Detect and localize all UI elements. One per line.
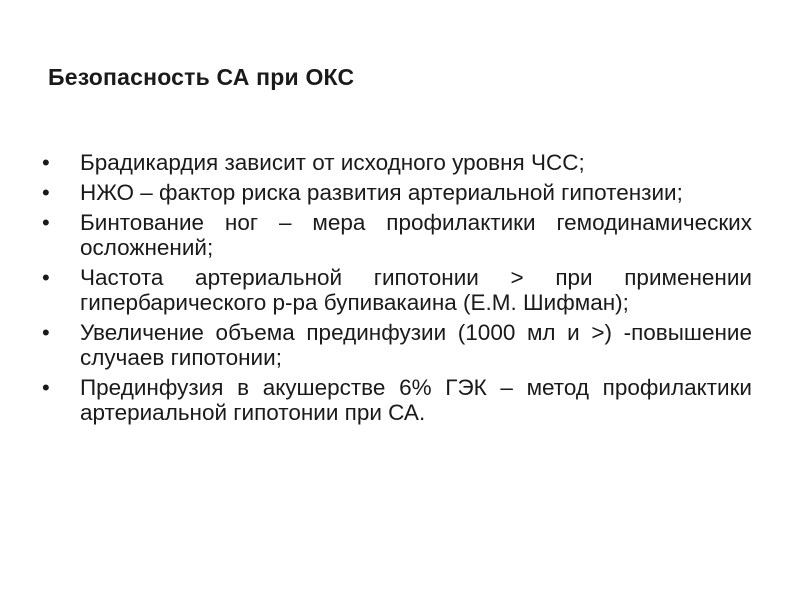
bullet-icon: • bbox=[42, 320, 50, 345]
list-item bbox=[42, 375, 752, 425]
bullet-text: НЖО – фактор риска развития артериальной гипотензии; bbox=[80, 180, 683, 205]
bullet-icon: • bbox=[42, 180, 50, 205]
bullet-icon: • bbox=[42, 210, 50, 235]
bullet-text: Частота артериальной гипотонии > при применении гипербарического р-ра бупивакаина (Е.М. Шифман); bbox=[80, 265, 752, 315]
list-item bbox=[42, 180, 752, 205]
bullet-list bbox=[42, 150, 752, 430]
slide-title: Безопасность СА при ОКС bbox=[48, 64, 355, 90]
bullet-text: Прединфузия в акушерстве 6% ГЭК – метод профилактики артериальной гипотонии при СА. bbox=[80, 375, 752, 425]
list-item bbox=[42, 320, 752, 370]
bullet-text: Увеличение объема прединфузии (1000 мл и >) -повышение случаев гипотонии; bbox=[80, 320, 752, 370]
list-item bbox=[42, 265, 752, 315]
bullet-text: Брадикардия зависит от исходного уровня ЧСС; bbox=[80, 150, 585, 175]
bullet-icon: • bbox=[42, 265, 50, 290]
list-item bbox=[42, 210, 752, 260]
list-item bbox=[42, 150, 752, 175]
bullet-text: Бинтование ног – мера профилактики гемодинамических осложнений; bbox=[80, 210, 752, 260]
bullet-icon: • bbox=[42, 375, 50, 400]
bullet-icon: • bbox=[42, 150, 50, 175]
